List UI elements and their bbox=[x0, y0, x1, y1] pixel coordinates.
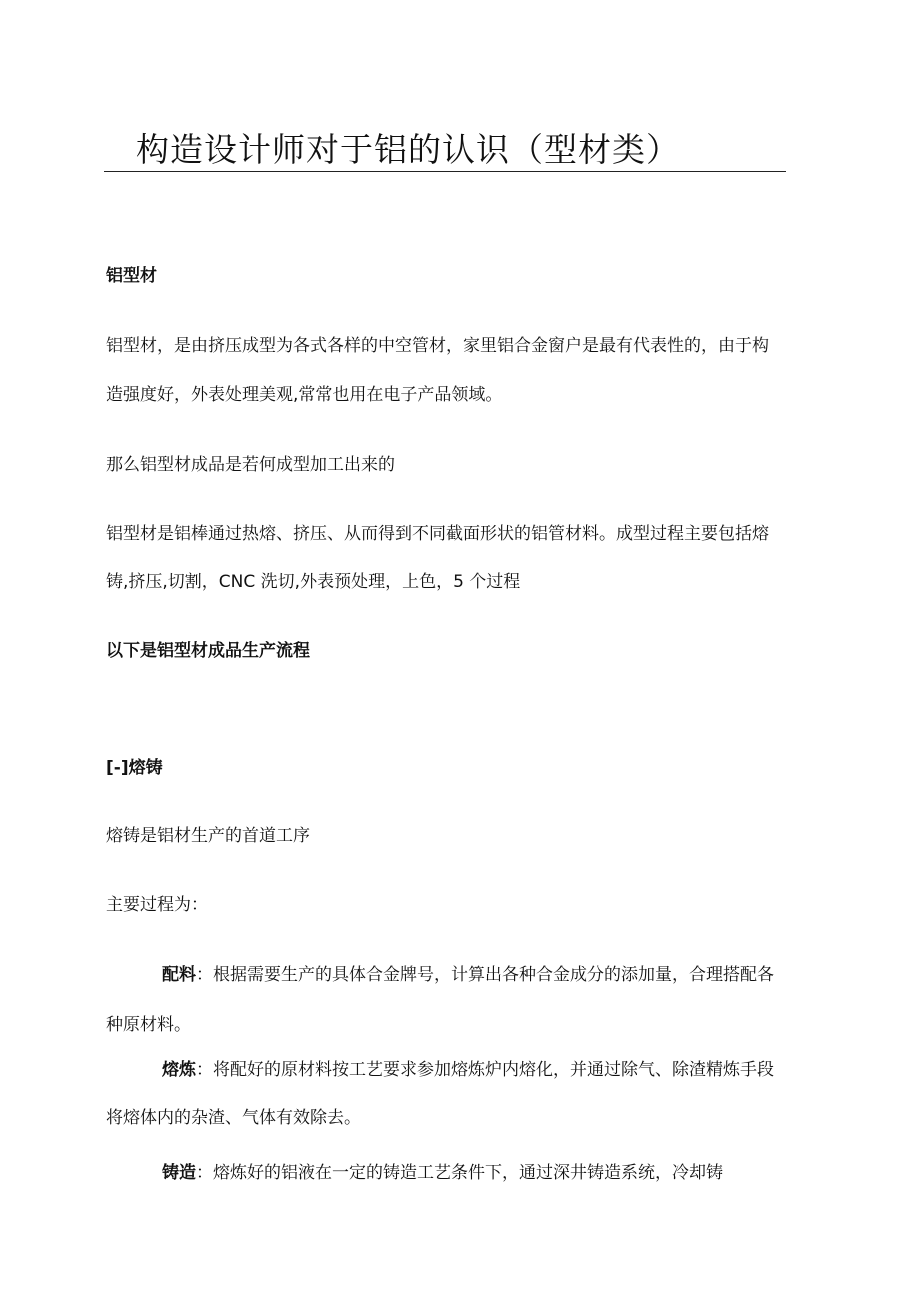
section-heading-casting: [-]熔铸 bbox=[106, 758, 163, 778]
step-continuation: 种原材料。 bbox=[106, 1015, 191, 1035]
paragraph-line: 熔铸是铝材生产的首道工序 bbox=[106, 826, 310, 846]
step-line bbox=[162, 1058, 774, 1082]
paragraph-line: 造强度好，外表处理美观,常常也用在电子产品领域。 bbox=[106, 385, 503, 405]
title-underline bbox=[104, 171, 786, 172]
paragraph-line: 铝型材是铝棒通过热熔、挤压、从而得到不同截面形状的铝管材料。成型过程主要包括熔 bbox=[106, 524, 769, 544]
section-heading-aluminum-profile: 铝型材 bbox=[106, 266, 157, 286]
step-term: 熔炼 bbox=[162, 1060, 196, 1080]
step-text: ：将配好的原材料按工艺要求参加熔炼炉内熔化，并通过除气、除渣精炼手段 bbox=[196, 1060, 774, 1080]
step-term: 配料 bbox=[162, 965, 196, 985]
step-term: 铸造 bbox=[162, 1163, 196, 1183]
step-line bbox=[162, 963, 774, 987]
step-text: ：熔炼好的铝液在一定的铸造工艺条件下，通过深井铸造系统，冷却铸 bbox=[196, 1163, 723, 1183]
paragraph-line: 铝型材，是由挤压成型为各式各样的中空管材，家里铝合金窗户是最有代表性的，由于构 bbox=[106, 336, 769, 356]
document-title: 构造设计师对于铝的认识（型材类） bbox=[136, 130, 680, 169]
paragraph-line: 那么铝型材成品是若何成型加工出来的 bbox=[106, 455, 395, 475]
step-continuation: 将熔体内的杂渣、气体有效除去。 bbox=[106, 1108, 361, 1128]
paragraph-line: 铸,挤压,切割，CNC 洗切,外表预处理，上色，5 个过程 bbox=[106, 572, 521, 592]
paragraph-line: 主要过程为： bbox=[106, 895, 208, 915]
step-text: ：根据需要生产的具体合金牌号，计算出各种合金成分的添加量，合理搭配各 bbox=[196, 965, 774, 985]
step-line bbox=[162, 1161, 723, 1185]
flow-heading: 以下是铝型材成品生产流程 bbox=[106, 641, 310, 661]
